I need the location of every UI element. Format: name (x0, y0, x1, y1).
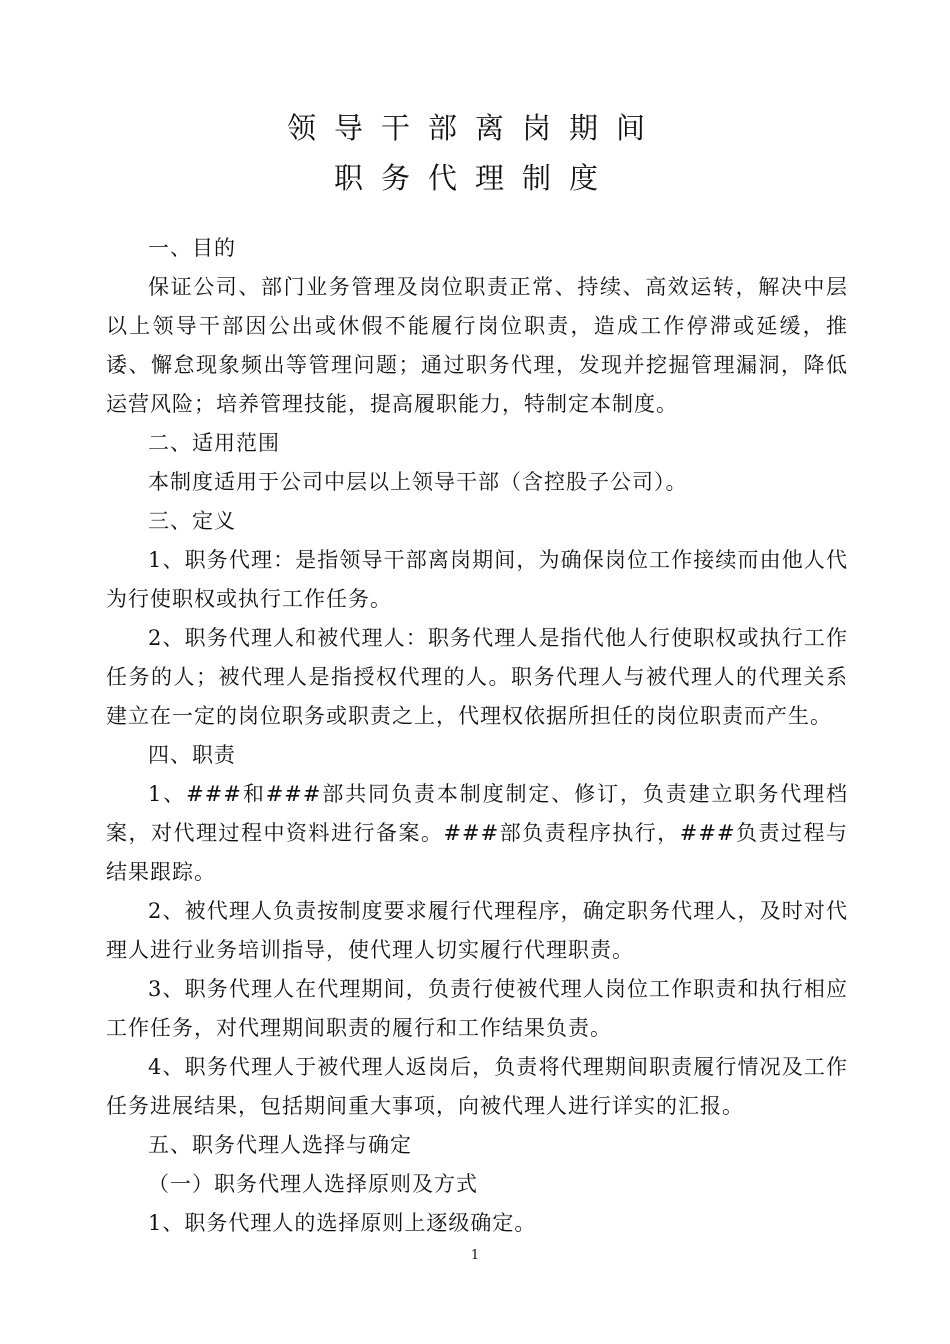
paragraph-definition-1: 1、职务代理：是指领导干部离岗期间，为确保岗位工作接续而由他人代为行使职权或执行工作任务。 (106, 548, 848, 611)
document-title-line-2: 职务代理制度 (333, 161, 616, 195)
paragraph-responsibility-4: 4、职务代理人于被代理人返岗后，负责将代理期间职责履行情况及工作任务进展结果，包括期间重大事项，向被代理人进行详实的汇报。 (106, 1055, 848, 1118)
section-heading-purpose: 一、目的 (148, 236, 236, 260)
subsection-heading-principles: （一）职务代理人选择原则及方式 (148, 1172, 478, 1196)
section-heading-responsibilities: 四、职责 (148, 743, 236, 767)
document-body (106, 229, 848, 1243)
section-heading-scope: 二、适用范围 (148, 431, 280, 455)
section-heading-selection: 五、职务代理人选择与确定 (148, 1133, 412, 1157)
paragraph-responsibility-1: 1、###和###部共同负责本制度制定、修订，负责建立职务代理档案，对代理过程中资料进行备案。###部负责程序执行，###负责过程与结果跟踪。 (106, 782, 848, 884)
document-title-line-1: 领导干部离岗期间 (286, 111, 663, 145)
paragraph-responsibility-3: 3、职务代理人在代理期间，负责行使被代理人岗位工作职责和执行相应工作任务，对代理期间职责的履行和工作结果负责。 (106, 977, 848, 1040)
paragraph-principle-1: 1、职务代理人的选择原则上逐级确定。 (148, 1211, 537, 1235)
page-number: 1 (470, 1248, 480, 1263)
section-heading-definitions: 三、定义 (148, 509, 236, 533)
paragraph-definition-2: 2、职务代理人和被代理人：职务代理人是指代他人行使职权或执行工作任务的人；被代理人是指授权代理的人。职务代理人与被代理人的代理关系建立在一定的岗位职务或职责之上，代理权依据所担任的岗位职责而产生。 (106, 626, 848, 728)
paragraph-scope: 本制度适用于公司中层以上领导干部（含控股子公司）。 (148, 470, 688, 494)
paragraph-purpose: 保证公司、部门业务管理及岗位职责正常、持续、高效运转，解决中层以上领导干部因公出或休假不能履行岗位职责，造成工作停滞或延缓，推诿、懈怠现象频出等管理问题；通过职务代理，发现并挖掘管理漏洞，降低运营风险；培养管理技能，提高履职能力，特制定本制度。 (106, 275, 848, 416)
paragraph-responsibility-2: 2、被代理人负责按制度要求履行代理程序，确定职务代理人，及时对代理人进行业务培训指导，使代理人切实履行代理职责。 (106, 899, 848, 962)
